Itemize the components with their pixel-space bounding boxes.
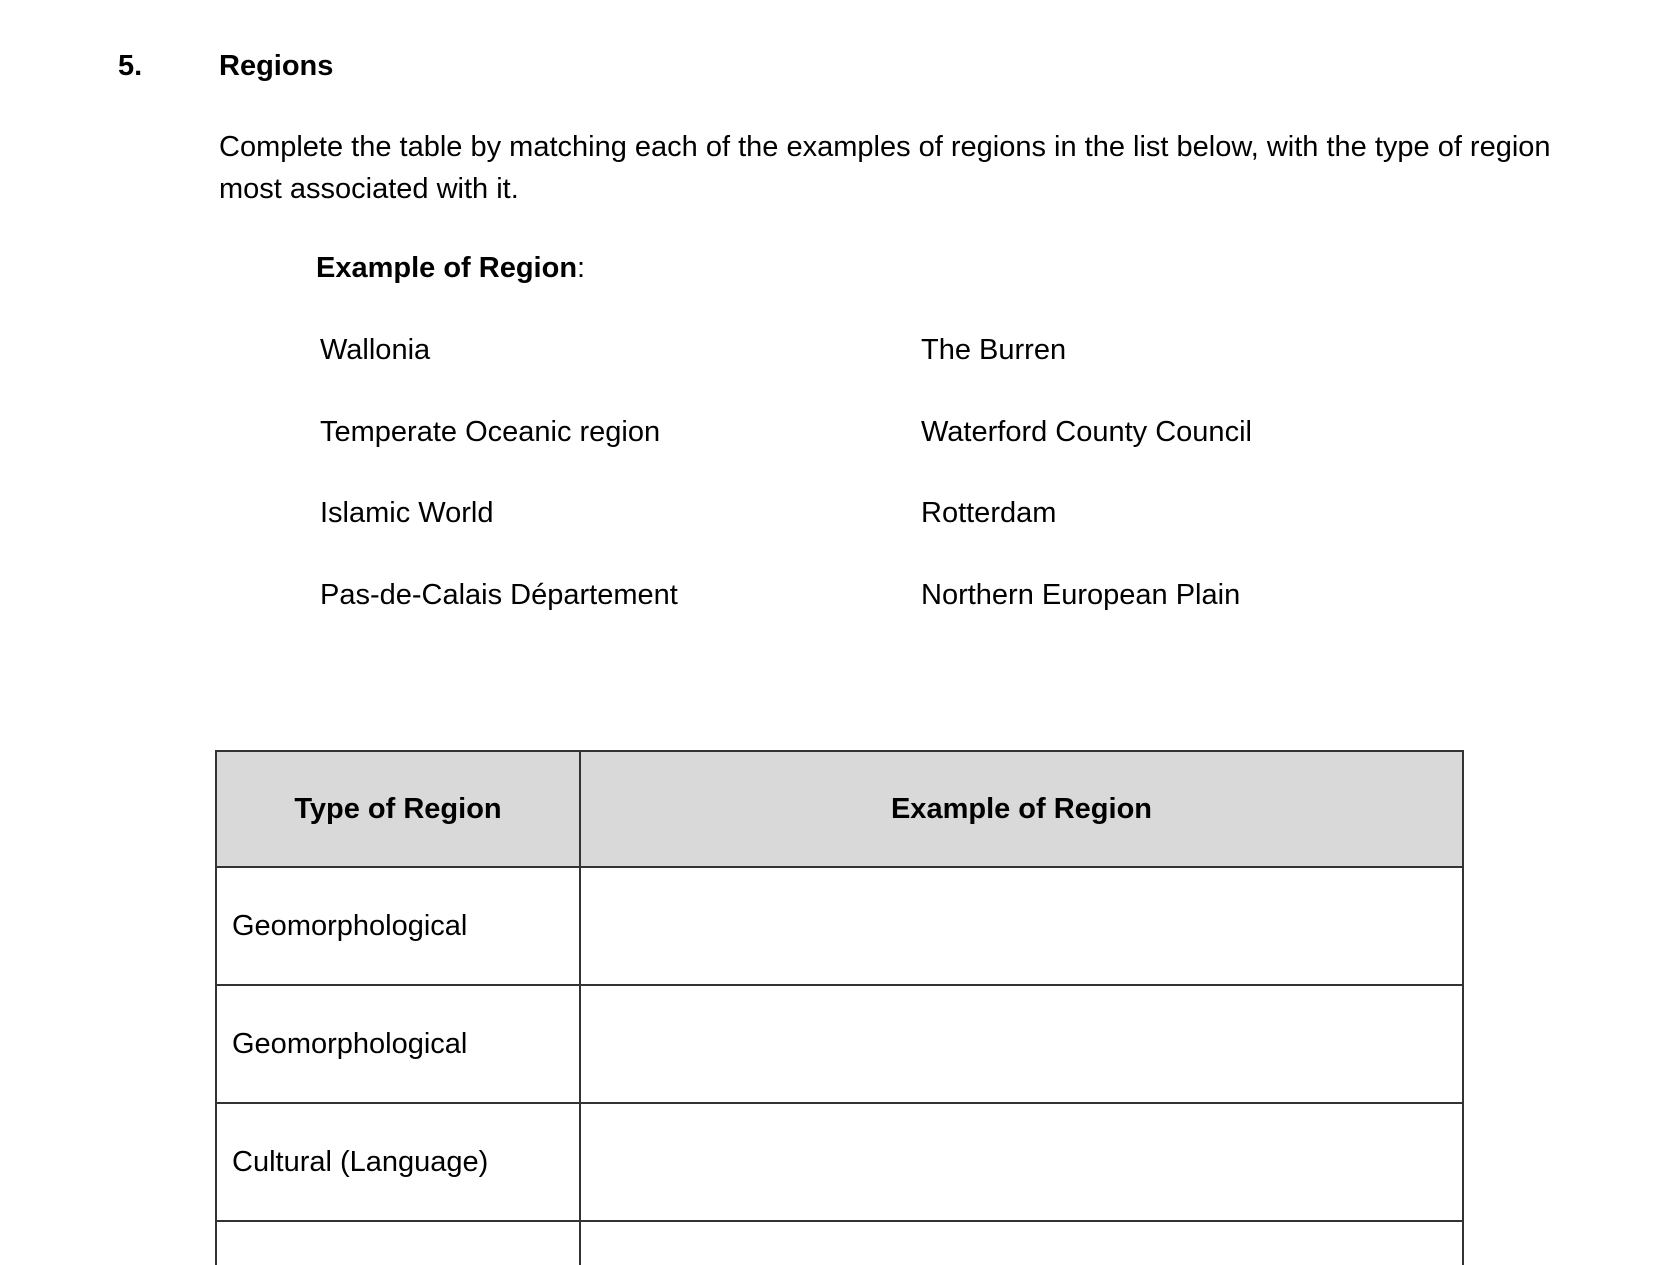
example-item: Waterford County Council — [921, 416, 1252, 448]
question-instructions: Complete the table by matching each of the examples of regions in the list below, with the type of region most associated with it. — [219, 131, 1551, 205]
region-type-cell — [216, 1221, 580, 1265]
example-item: Pas-de-Calais Département — [320, 579, 678, 611]
examples-list-heading-label: Example of Region — [316, 252, 578, 284]
example-item: Northern European Plain — [921, 579, 1241, 611]
example-item: Temperate Oceanic region — [320, 416, 661, 448]
region-example-answer-cell[interactable] — [580, 985, 1463, 1103]
region-type-cell: Geomorphological — [216, 867, 580, 985]
answer-table — [215, 750, 1464, 1265]
table-row — [216, 985, 1463, 1103]
header-example-of-region: Example of Region — [580, 751, 1463, 867]
header-type-of-region: Type of Region — [216, 751, 580, 867]
question-title: Regions — [219, 50, 334, 82]
question-number: 5. — [118, 50, 143, 82]
table-row — [216, 867, 1463, 985]
example-item: Wallonia — [320, 334, 431, 366]
region-example-answer-cell[interactable] — [580, 1103, 1463, 1221]
region-type-cell: Geomorphological — [216, 985, 580, 1103]
table-row — [216, 1103, 1463, 1221]
example-item: The Burren — [921, 334, 1067, 366]
region-example-answer-cell[interactable] — [580, 867, 1463, 985]
table-header-row — [216, 751, 1463, 867]
examples-list-heading-colon: : — [577, 252, 586, 284]
examples-list-heading — [316, 248, 585, 288]
example-item: Islamic World — [320, 497, 494, 529]
table-row — [216, 1221, 1463, 1265]
region-type-cell: Cultural (Language) — [216, 1103, 580, 1221]
example-item: Rotterdam — [921, 497, 1057, 529]
region-example-answer-cell[interactable] — [580, 1221, 1463, 1265]
